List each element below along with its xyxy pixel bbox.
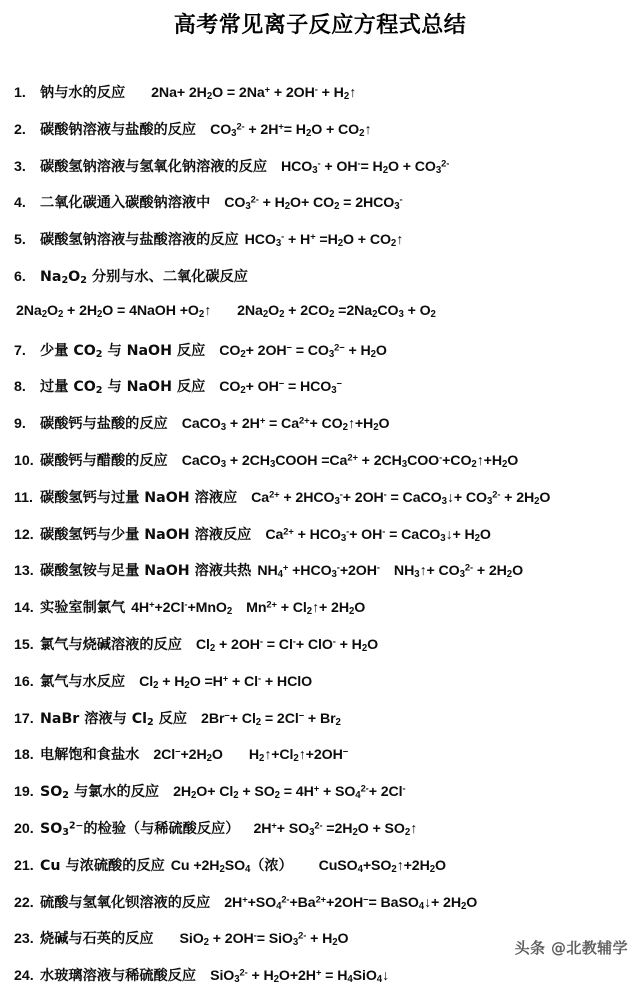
- equation-name: 氯气与水反应: [40, 673, 126, 690]
- equation-index: 23.: [14, 931, 34, 948]
- equation-index: 24.: [14, 968, 34, 985]
- equation-name: 电解饱和食盐水: [40, 747, 140, 764]
- equation-formula: $NH_4^+ +HCO_3^-+2OH^-$ $NH_3↑+ CO_3^{2-} + 2H_2O$: [257, 563, 523, 581]
- equation-index: 3.: [14, 158, 26, 175]
- equation-name: 碳酸氢钙与过量 NaOH 溶液应: [40, 489, 238, 506]
- equation-row: [0, 192, 640, 229]
- equation-formula: $2Na+ 2H_2O = 2Na^+ + 2OH^-$ + $H_2↑$: [151, 84, 357, 103]
- equation-name: $SO_3^{2-}$的检验（与稀硫酸反应）: [40, 820, 240, 839]
- equation-name: 碳酸钙与醋酸的反应: [40, 452, 168, 469]
- equation-index: 1.: [14, 85, 26, 101]
- equation-name: 碳酸氢钠溶液与氢氧化钠溶液的反应: [40, 158, 268, 175]
- equation-index: 9.: [14, 416, 26, 433]
- equation-name: 氯气与烧碱溶液的反应: [40, 636, 182, 653]
- equation-formula: $2Br^-+ Cl_2 = 2Cl^- + Br_2$: [201, 710, 341, 728]
- equation-index: 15.: [14, 636, 34, 653]
- equation-formula: $CO_3^{2-} + 2H^+= H_2O$ + $CO_2↑$: [210, 121, 372, 139]
- equation-index: 20.: [14, 820, 34, 837]
- equation-formula: $2H^++ SO_3^{2-} =2H_2O$ + $SO_2↑$: [253, 820, 418, 839]
- equation-name: 硫酸与氢氧化钡溶液的反应: [40, 894, 211, 911]
- equation-row: [0, 450, 640, 487]
- equation-row: [0, 744, 640, 781]
- equation-row: [0, 781, 640, 818]
- equation-continuation-row: [0, 303, 640, 340]
- equation-row: [0, 708, 640, 745]
- equation-name: 碳酸钠溶液与盐酸的反应: [40, 121, 197, 138]
- equation-formula: $Cl_2 + 2OH^- = Cl^-+ ClO^- + H_2O$: [195, 636, 379, 655]
- equation-formula: $Ca^{2+} + HCO_3^-+ OH^-$ = CaCO$_3$↓+ $H_2O$: [265, 526, 491, 544]
- equation-index: 18.: [14, 747, 34, 764]
- watermark: 头条 @北教辅学: [514, 939, 628, 957]
- equation-row: [0, 413, 640, 450]
- equation-formula: $2Cl^-+2H_2O$ $H_2↑+Cl_2↑+2OH^-$: [153, 747, 349, 765]
- equation-index: 12.: [14, 526, 34, 543]
- equation-index: 14.: [14, 600, 34, 617]
- equation-row: [0, 376, 640, 413]
- equation-index: 10.: [14, 452, 34, 469]
- equation-name: NaBr 溶液与 $Cl_2$ 反应: [40, 710, 188, 728]
- equation-list: [0, 82, 640, 1002]
- equation-row: [0, 487, 640, 524]
- equation-formula: $CO_2+ 2OH^- = CO_3^{2-} + H_2O$: [219, 342, 387, 360]
- equation-formula: $CO_2+ OH^- = HCO_3^-$: [219, 379, 342, 397]
- equation-row: [0, 597, 640, 634]
- equation-index: 13.: [14, 563, 34, 580]
- equation-name: Cu 与浓硫酸的反应: [40, 857, 165, 874]
- equation-name: 碳酸氢铵与足量 NaOH 溶液共热: [40, 563, 252, 580]
- equation-row: [0, 340, 640, 377]
- equation-formula: $2Na_2O_2 + 2H_2O$ = 4NaOH $+O_2↑$ $2Na_2O_2 + 2CO_2 =2Na_2CO_3 + O_2$: [16, 302, 436, 320]
- equation-row: [0, 818, 640, 855]
- equation-name: 钠与水的反应: [40, 85, 126, 101]
- equation-row: [0, 82, 640, 119]
- equation-row: [0, 965, 640, 1002]
- equation-index: 7.: [14, 342, 26, 359]
- equation-row: [0, 634, 640, 671]
- equation-formula: $SiO_2 + 2OH^-= SiO_3^{2-} + H_2O$: [179, 931, 349, 949]
- equation-formula: $Cu +2H_2SO_4$（浓） $CuSO_4+SO_2↑+2H_2O$: [170, 857, 446, 875]
- equation-row: [0, 855, 640, 892]
- equation-row: [0, 524, 640, 561]
- equation-index: 6.: [14, 268, 26, 285]
- equation-name: 少量 $CO_2$ 与 NaOH 反应: [40, 342, 206, 360]
- equation-name: 水玻璃溶液与稀硫酸反应: [40, 968, 197, 985]
- equation-name: 实验室制氯气: [40, 600, 126, 617]
- equation-formula: $Cl_2 + H_2O =H^+ + Cl^-$ + HClO: [139, 673, 313, 691]
- equation-row: [0, 119, 640, 156]
- equation-formula: 4H++2Cl-+MnO$_2$ $Mn^{2+}$ + $Cl_2↑+ 2H_2O$: [131, 599, 366, 618]
- equation-name: 碳酸氢钠溶液与盐酸溶液的反应: [40, 232, 239, 249]
- equation-name: 碳酸钙与盐酸的反应: [40, 416, 168, 433]
- equation-formula: $SiO_3^{2-} + H_2O+2H^+$ = $H_4SiO_4↓$: [210, 967, 390, 986]
- equation-name: $SO_2$ 与氯水的反应: [40, 784, 160, 802]
- equation-formula: $2H^++SO_4^{2-}+Ba^{2+}+2OH^-=$ BaSO$_4$↓+ $2H_2O$: [224, 894, 478, 912]
- equation-row: [0, 671, 640, 708]
- equation-index: 16.: [14, 673, 34, 690]
- equation-row: [0, 266, 640, 303]
- equation-name: 烧碱与石英的反应: [40, 931, 154, 948]
- equation-index: 21.: [14, 857, 34, 874]
- equation-name: 二氧化碳通入碳酸钠溶液中: [40, 195, 211, 212]
- equation-row: [0, 156, 640, 193]
- equation-row: [0, 229, 640, 266]
- equation-index: 22.: [14, 894, 34, 911]
- equation-formula: CaCO$_3$ + $2H^+ = Ca^{2+}+$ $CO_2↑+H_2O$: [181, 415, 390, 434]
- equation-index: 5.: [14, 232, 26, 249]
- equation-index: 19.: [14, 784, 34, 801]
- equation-index: 17.: [14, 710, 34, 727]
- equation-formula: $2H_2O+ Cl_2 + SO_2 = 4H^+ + SO_4^{2-}+ 2Cl^-$: [173, 783, 406, 802]
- page-title: 高考常见离子反应方程式总结: [173, 13, 467, 38]
- equation-row: [0, 892, 640, 929]
- equation-index: 8.: [14, 379, 26, 396]
- equation-name: 碳酸氢钙与少量 NaOH 溶液反应: [40, 526, 252, 543]
- equation-name: 过量 $CO_2$ 与 NaOH 反应: [40, 379, 206, 397]
- equation-index: 2.: [14, 121, 26, 138]
- equation-formula: $HCO_3^- + H^+ =H_2O$ + $CO_2↑$: [244, 231, 404, 250]
- equation-formula: $CO_3^{2-} + H_2O+ CO_2 = 2HCO_3^-$: [224, 195, 403, 213]
- equation-name: $Na_2O_2$ 分别与水、二氧化碳反应: [40, 268, 248, 287]
- equation-formula: $Ca^{2+} + 2HCO_3^-+ 2OH^-$ = CaCO$_3$↓+ $CO_3^{2-} + 2H_2O$: [251, 489, 551, 507]
- equation-formula: CaCO$_3$ + $2CH_3COOH =Ca^{2+}$ + $2CH_3COO^-+CO_2↑+H_2O$: [181, 452, 519, 471]
- equation-index: 4.: [14, 195, 26, 212]
- equation-formula: $HCO_3^- + OH^-= H_2O + CO_3^{2-}$: [281, 158, 450, 176]
- equation-index: 11.: [14, 489, 33, 506]
- equation-row: [0, 560, 640, 597]
